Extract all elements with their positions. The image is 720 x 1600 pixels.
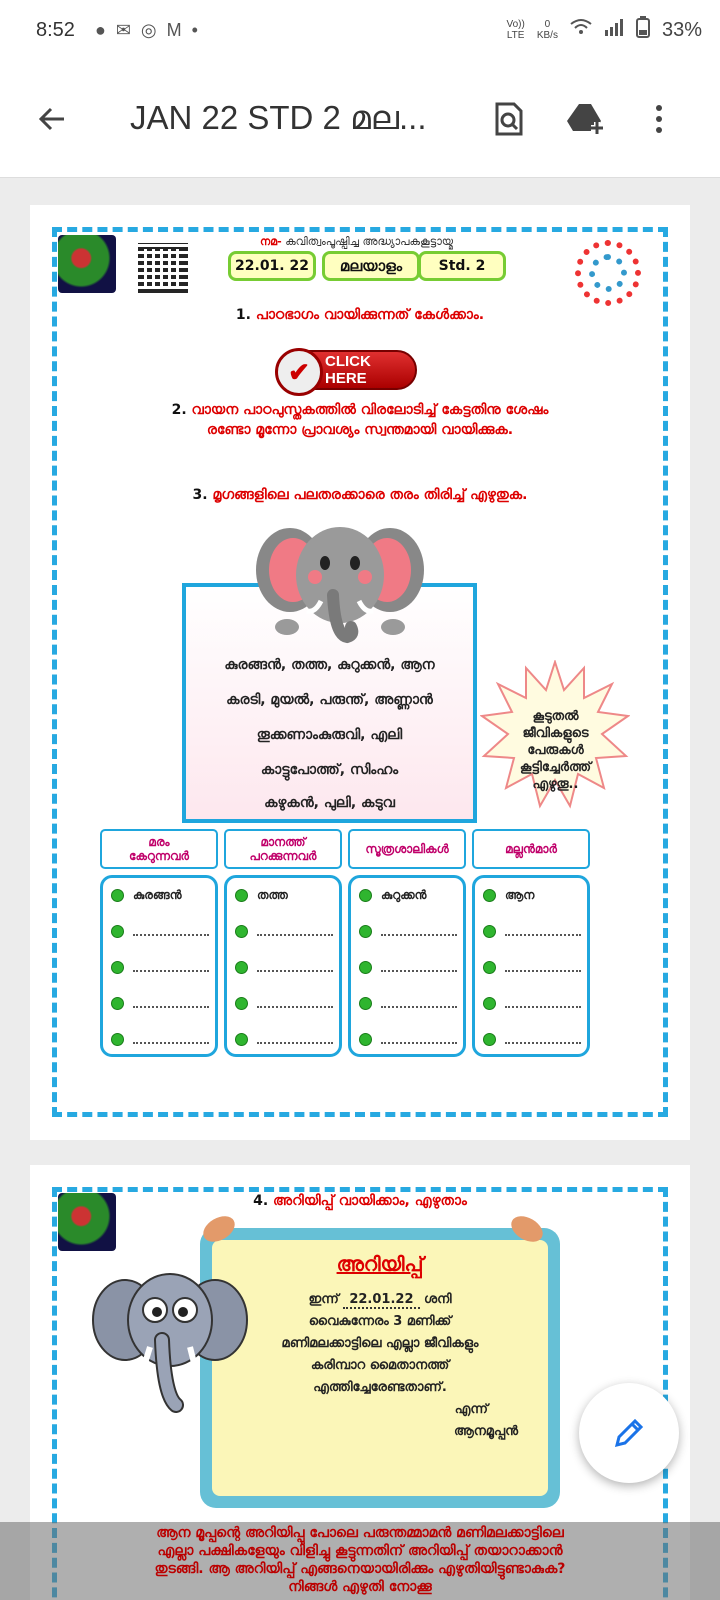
bottom-text-overlay	[0, 1522, 720, 1600]
mail-icon: ✉	[115, 19, 131, 40]
more-notifications-icon: •	[191, 19, 198, 40]
battery-icon	[636, 16, 650, 44]
category-column	[472, 875, 590, 1057]
battery-percent: 33%	[661, 18, 702, 41]
notice-line: എത്തിച്ചേരേണ്ടതാണ്.	[313, 1380, 447, 1395]
bullet-icon	[235, 925, 248, 938]
column-header-clever: സൂത്രശാലികൾ	[348, 829, 466, 869]
blank-line	[359, 994, 457, 1012]
notice-line: കരിമ്പാറ മൈതാനത്ത്	[310, 1358, 450, 1373]
category-column	[100, 875, 218, 1057]
column-header-flyers: മാനത്ത് പറക്കുന്നവർ	[224, 829, 342, 869]
bullet-icon	[111, 961, 124, 974]
notice-sign-2: ആനമൂപ്പൻ	[453, 1424, 518, 1439]
list-item: തത്ത	[235, 886, 333, 904]
bottom-line: തുടങ്ങി. ആ അറിയിപ്പ് എങ്ങനെയായിരിക്കും എഴുതിയിട്ടുണ്ടാകുക?	[154, 1561, 566, 1577]
blank-line	[483, 1030, 581, 1048]
elephant-illustration	[255, 515, 425, 645]
notice-title: അറിയിപ്പ്	[336, 1252, 424, 1276]
bullet-icon	[235, 889, 248, 902]
edit-button[interactable]	[579, 1383, 679, 1483]
question-1: 1. പാഠഭാഗം വായിക്കുന്നത് കേൾക്കാം.	[235, 307, 485, 323]
bullet-icon	[483, 1033, 496, 1046]
blank-line	[235, 958, 333, 976]
blank-line	[359, 922, 457, 940]
bullet-icon	[359, 925, 372, 938]
bullet-icon	[111, 925, 124, 938]
bullet-icon	[111, 1033, 124, 1046]
blank-line	[111, 958, 209, 976]
bullet-icon	[359, 997, 372, 1010]
network-speed-indicator: 0 KB/s	[536, 19, 558, 41]
click-here-button[interactable]: ✔ CLICK HERE	[277, 350, 417, 390]
status-time: 8:52	[36, 18, 75, 41]
find-in-page-icon	[494, 102, 524, 136]
school-logo	[58, 235, 116, 293]
edit-pencil-icon	[612, 1416, 646, 1450]
blank-line	[235, 922, 333, 940]
bullet-icon	[359, 889, 372, 902]
bullet-icon	[111, 997, 124, 1010]
blank-line	[111, 1030, 209, 1048]
instagram-icon: ◎	[140, 19, 157, 40]
column-header-strong: മല്ലൻമാർ	[472, 829, 590, 869]
community-logo	[575, 240, 641, 306]
add-to-drive-button[interactable]	[560, 92, 614, 146]
notice-line: മണിമലക്കാട്ടിലെ എല്ലാ ജീവികളും	[281, 1336, 479, 1351]
bullet-icon	[483, 925, 496, 938]
blank-line	[111, 922, 209, 940]
notification-icons	[95, 20, 198, 41]
bottom-line: ആന മൂപ്പന്റെ അറിയിപ്പു പോലെ പരുന്തമ്മാമൻ മണിമലക്കാട്ടിലെ	[156, 1525, 564, 1541]
bullet-icon	[111, 889, 124, 902]
arrow-back-icon	[36, 103, 68, 135]
bullet-icon	[359, 961, 372, 974]
wifi-icon	[570, 18, 592, 42]
qr-code[interactable]	[138, 243, 188, 293]
back-button[interactable]	[22, 89, 82, 149]
category-column	[224, 875, 342, 1057]
blank-line	[111, 994, 209, 1012]
subject-badge: മലയാളം	[322, 251, 420, 281]
bottom-line: നിങ്ങൾ എഴുതി നോക്കൂ	[288, 1579, 432, 1595]
find-in-page-button[interactable]	[482, 92, 536, 146]
word-line: കുരങ്ങൻ, തത്ത, കുറുക്കൻ, ആന	[224, 657, 435, 673]
standard-badge: Std. 2	[418, 251, 506, 281]
bullet-icon	[483, 997, 496, 1010]
word-line: കരടി, മുയൽ, പരുന്ത്, അണ്ണാൻ	[226, 692, 433, 708]
blank-line	[483, 958, 581, 976]
signal-icon	[604, 18, 624, 42]
date-badge: 22.01. 22	[228, 251, 316, 281]
more-vert-icon	[655, 104, 663, 134]
check-icon: ✔	[275, 348, 323, 396]
word-line: കഴുകൻ, പുലി, കടുവ	[264, 795, 395, 811]
bullet-icon	[235, 1033, 248, 1046]
list-item: ആന	[483, 886, 581, 904]
list-item: കുറുക്കൻ	[359, 886, 457, 904]
bullet-icon	[483, 961, 496, 974]
bottom-line: എല്ലാ പക്ഷികളേയും വിളിച്ചു കൂട്ടുന്നതിന് അറിയിപ്പ് തയാറാക്കാൻ	[157, 1543, 563, 1559]
gmail-icon: M	[166, 19, 182, 40]
notice-sign-1: എന്ന്	[454, 1402, 488, 1417]
bullet-icon	[359, 1033, 372, 1046]
category-column	[348, 875, 466, 1057]
blank-line	[235, 994, 333, 1012]
bullet-icon	[483, 889, 496, 902]
app-bar	[0, 60, 720, 178]
notice-line: വൈകുന്നേരം 3 മണിക്ക്	[308, 1314, 452, 1329]
list-item: കുരങ്ങൻ	[111, 886, 209, 904]
blank-line	[359, 958, 457, 976]
blank-line	[235, 1030, 333, 1048]
more-options-button[interactable]	[632, 92, 686, 146]
facebook-icon: ●	[94, 19, 106, 40]
bullet-icon	[235, 997, 248, 1010]
column-header-tree-climbers: മരം കേറുന്നവർ	[100, 829, 218, 869]
blank-line	[359, 1030, 457, 1048]
starburst-text: കൂടുതൽ ജീവികളുടെ പേരുകൾ കൂട്ടിച്ചേർത്ത് എഴുതൂ..	[519, 709, 592, 792]
organization-name: നമ- കവിത്വംപൂഷ്പിച്ച അദ്ധ്യാപകകൂട്ടായ്മ	[260, 235, 454, 248]
status-bar	[0, 0, 720, 60]
word-line: തൂക്കണാംകുരുവി, എലി	[256, 727, 403, 743]
notice-date-line: ഇന്ന് 22.01.22 ശനി	[308, 1292, 452, 1307]
document-title: JAN 22 STD 2 മല...	[130, 99, 427, 136]
bullet-icon	[235, 961, 248, 974]
notice-board	[200, 1228, 560, 1508]
question-4: 4. അറിയിപ്പ് വായിക്കാം, എഴുതാം	[253, 1193, 467, 1209]
blank-line	[483, 922, 581, 940]
blank-line	[483, 994, 581, 1012]
network-lte-indicator: Vo)) LTE	[506, 19, 525, 41]
question-2: 2. വായന പാഠപുസ്തകത്തിൽ വിരലോടിച്ച് കേട്ടതിനു ശേഷം രണ്ടോ മൂന്നോ പ്രാവശ്യം സ്വന്തമായി വായിക്കുക.	[171, 402, 549, 438]
elephant-cartoon	[90, 1265, 250, 1415]
word-line: കാട്ടുപോത്ത്, സിംഹം	[260, 762, 399, 778]
question-3: 3. മൃഗങ്ങളിലെ പലതരക്കാരെ തരം തിരിച്ച് എഴുതുക.	[192, 487, 528, 503]
document-page-1[interactable]	[30, 205, 690, 1140]
add-to-drive-icon	[567, 102, 607, 136]
